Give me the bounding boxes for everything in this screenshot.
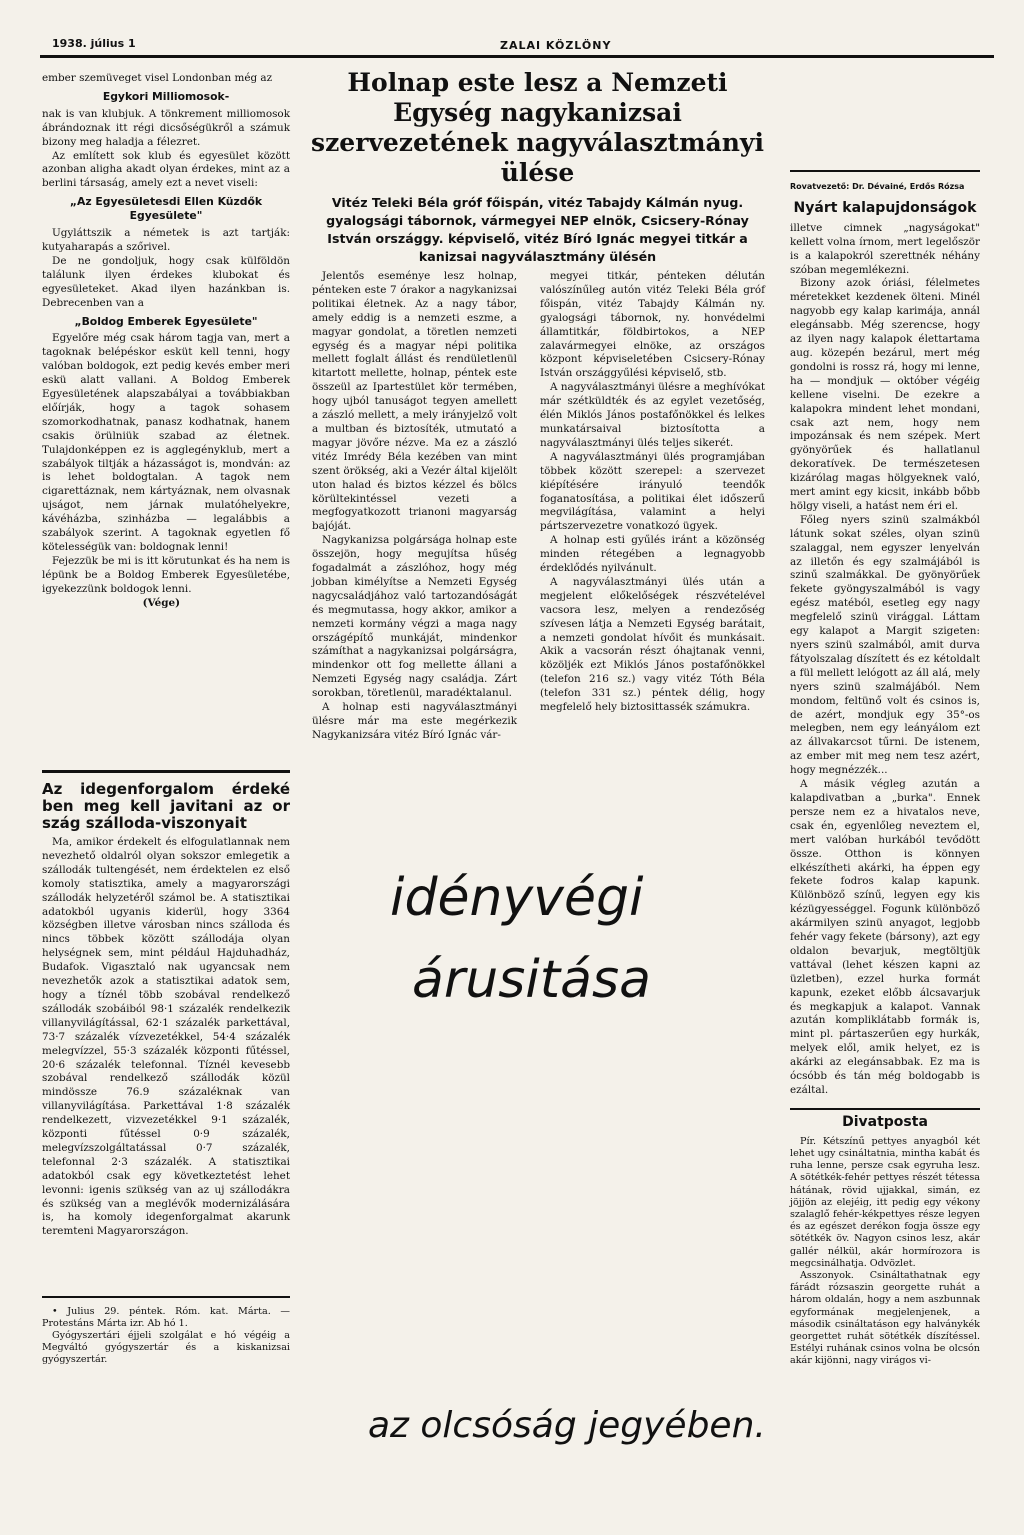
paragraph: A holnap esti nagyválasztmányi ülésre már ma este megérkezik Nagykanizsára vitéz Bíró Ignác vár- xyxy=(312,701,517,741)
ad-line-3: az olcsóság jegyében. xyxy=(368,1405,766,1446)
paragraph: A nagyválasztmányi ülés programjában többek között szerepel: a szervezet kiépítésére irányuló teendők foganatosítása, a politikai élet időszerű megvilágítása, valamint a helyi pártszervezetre vonatkozó ügyek. xyxy=(540,450,765,533)
divider xyxy=(42,770,290,773)
paragraph: Jelentős eseménye lesz holnap, pénteken este 7 órakor a nagykanizsai politikai életnek. Az a nagy tábor, amely eddig is a nemzeti eszme, a magyar gondolat, a töretlen nemzeti egység és a magyar népi politika mellett foglalt állást és rendületlenül kitartott mellette, holnap, péntek este összeül az Ipartestület kör termében, hogy ujból tanuságot tegyen amellett a zászló mellett, a mely irányjelző volt a multban és biztosíték, utmutató a magyar jövőre nézve. Ma ez a zászló vitéz Imrédy Béla kezében van mint szent örökség, aki a Vezér által kijelölt uton halad és biztos kézzel és bölcs körültekintéssel vezeti a megfogyatkozott trianoni magyarság bajóját. xyxy=(312,270,517,533)
paragraph: A nagyválasztmányi ülés után a megjelent előkelőségek részvételével vacsora lesz, melyen a rendezőség szívesen látja a Nemzeti Egység barátait, a nemzeti gondolat hívőit és munkásait. Akik a vacsorán részt óhajtanak venni, közöljék ezt Miklós János postafőnökkel (telefon 216 sz.) vagy vitéz Tóth Béla (telefon 331 sz.) péntek délig, hogy megfelelő hely biztosittassék számukra. xyxy=(540,575,765,714)
paragraph: A másik végleg azután a kalapdivatban a „burka". Ennek persze nem ez a hivatalos neve, csak én, egyenlőleg neveztem el, mert valóban hurkából tevődött össze. Otthon is könnyen elkészítheti akárki, ha éppen egy fekete fodros kalap kapunk. Különböző színű, legyen egy kis kézügyességgel. Fogunk különböző akármilyen szinü anyagot, legjobb fehér vagy fekete (bársony), azt egy oldalon bevarjuk, megtöltjük vattával (lehet készen kapni az üzletben), ezzel hurka formát kapunk, ezeket előbb álcsavarjuk és megkapjuk a kalapot. Vannak azután kompliklátabb formák is, mint pl. pártaszerűen egy hurkák, melyek elől, amik helyet, ez is akárki az elegánsabbak. Ez ma is ócsóbb és tán még boldogabb is ezáltal. xyxy=(790,778,980,1096)
paragraph: A nagyválasztmányi ülésre a meghívókat már szétküldték és az egylet vezetőség, élén Miklós János postafőnökkel és lelkes munkatársaival biztosította a nagyválasztmányi ülés teljes sikerét. xyxy=(540,381,765,449)
main-article-col-a xyxy=(312,270,517,741)
main-headline: Holnap este lesz a Nemzeti Egység nagykanizsai szervezetének nagyválasztmányi ülése xyxy=(311,68,764,187)
divider xyxy=(790,170,980,172)
page-header xyxy=(40,35,994,58)
paragraph: Az említett sok klub és egyesület között azonban aligha akadt olyan érdekes, mint az a berlini társaság, amely ezt a nevet viseli: xyxy=(42,149,290,190)
paragraph: A holnap esti gyűlés iránt a közönség minden rétegében a legnagyobb érdeklődés nyilvánult. xyxy=(540,534,765,575)
left-column xyxy=(42,72,290,1378)
article-body: Ma, amikor érdekelt és elfogulatlannak nem nevezhető oldalról olyan sokszor emlegetik a szállodák tultengését, nem érdektelen ez első komoly statisztika, amely a magyarországi szállodák helyzetéről számol be. A statisztikai adatokból ugyanis kiderül, hogy 3364 községben illetve városban nincs szálloda és nincs többek között szállodája olyan helységnek sem, mint például Hajduhadház, Budafok. Vigasztaló nak ugyancsak nem nevezhetők azok a statisztikai adatok sem, hogy a tíznél több szobával rendelkező szállodák szobáiból 98·1 százalék rendelkezik villanyvilágítással, 62·1 százalék parkettával, 73·7 százalék vízvezetékkel, 54·4 százalék melegvízzel, 55·3 százalék központi fűtéssel, 20·6 százalék telefonnal. Tíznél kevesebb szobával rendelkező szállodák közül mindössze 76.9 százaléknak van villanyvilágítása. Parkettával 1·8 százalék rendelkezett, vizvezetékkel 9·1 százalék, központi fűtéssel 0·9 százalék, melegvízszolgáltatással 0·7 százalék, telefonnal 2·3 százalék. A statisztikai adatokból csak egy következtetést lehet levonni: igenis szükség van az uj szállodákra és szükség van a meglévők modernizálására is, ha komoly idegenforgalmat akarunk teremteni Magyarországon. xyxy=(42,836,290,1238)
subheading: „Boldog Emberek Egyesülete" xyxy=(74,314,258,328)
paragraph: illetve cimnek „nagyságokat" kellett volna írnom, mert legelőször is a kalapokról szerettnék néhány szóban megemlékezni. xyxy=(790,221,980,276)
main-headline-block xyxy=(310,68,765,266)
paragraph: nak is van klubjuk. A tönkrement milliomosok ábrándoznak itt régi dicsőségükről a számuk bizony meg haladja a félezret. xyxy=(42,107,290,148)
paragraph: De ne gondoljuk, hogy csak külföldön találunk ilyen érdekes klubokat és egyesületeket. Akad ilyen hazánkban is. Debrecenben van a xyxy=(42,254,290,309)
signoff: (Vége) xyxy=(142,596,180,609)
sale-advertisement xyxy=(320,850,770,1500)
paragraph: Egyelőre még csak három tagja van, mert a tagoknak belépéskor esküt kell tenni, hogy valóban boldogok, ezt pedig kevés ember meri eskü alatt vallani. A Boldog Emberek Egyesületének alapszabályai a továbbiakban előírják, hogy a tagok sohasem szomorkodhatnak, panasz kodhatnak, hanem csakis örülniük szabad az életnek. Tulajdonképpen ez is agglegényklub, mert a szabályok tiltják a házasságot is, mondván: az is lehet boldogtalan. A tagok nem cigarettáznak, nem kártyáznak, nem olvasnak ujságot, nem járnak mulatóhelyekre, kávéházba, szinházba — legalábbis a szabályok szerint. A tagoknak egyetlen fő kötelességük van: boldognak lenni! xyxy=(42,332,290,553)
divatposta-section xyxy=(790,1108,980,1368)
paragraph: Főleg nyers szinü szalmákból látunk sokat széles, olyan szinü szalaggal, nem egyszer lenyelván az illetőn és egy szalmájából is szinű szalmákkal. De gyönyörűek fekete gyöngyszalmából is vagy egész matéból, esetleg egy nagy megfelelő szinü virággal. Láttam egy kalapot a Margit szigeten: nyers szinü szalmából, amit durva fátyolszalag díszített és ez kétoldalt a fül mellett lelógott az áll alá, mely nyers szinü szalmájából. Nem mondom, feltünő volt és csinos is, de azért, mondjuk egy 35°-os melegben, nem egy leányálom ezt az állvakarcsot tűrni. De istenem, az ember mit meg nem tesz azért, hogy megnézzék... xyxy=(790,513,980,777)
main-subheadline: Vitéz Teleki Béla gróf főispán, vitéz Tabajdy Kálmán nyug. gyalogsági tábornok, vármegyei NEP elnök, Csicsery-Rónay István országgy. képviselő, vitéz Bíró Ignác megyei titkár a kanizsai nagyválasztmány ülésén xyxy=(326,195,749,264)
subheading: „Az Egyesületesdi Ellen Küzdők Egyesülete" xyxy=(69,195,263,223)
right-column xyxy=(790,170,980,1500)
divatposta-title: Divatposta xyxy=(842,1113,928,1130)
paragraph: ember szemüveget visel Londonban még az xyxy=(42,72,273,84)
subheading: Egykori Milliomosok- xyxy=(102,89,230,103)
paragraph: megyei titkár, pénteken délután valószínűleg autón vitéz Teleki Béla gróf főispán, vitéz Tabajdy Kálmán ny. gyalogsági tábornok, ny. honvédelmi államtitkár, földbirtokos, a NEP zalavármegyei elnöke, az országos központ képviseletében Csicsery-Rónay István országgyűlési képviselő, stb. xyxy=(540,270,765,380)
daily-notes xyxy=(42,1296,290,1378)
column-editor: Rovatvezető: Dr. Dévainé, Erdős Rózsa xyxy=(790,182,965,191)
paragraph: Bizony azok óriási, félelmetes méretekket kezdenek ölteni. Minél nagyobb egy kalap karimája, annál elegánsabb. Még szerencse, hogy az ilyen nagy kalapok élettartama aug. közepén bezárul, mert még gondolni is rossz rá, hogy mi lenne, ha — mondjuk — október végéig kellene viselni. De ezekre a kalapokra mindent lehet mondani, csak azt nem, hogy nem impozánsak és nem szépek. Mert gyönyörűek és hallatlanul dekoratívek. De természetesen kizárólag magas hölgyeknek való, mert amint egy kicsit, inkább bőbb hölgy viseli, a hatást nem éri el. xyxy=(790,277,980,512)
paragraph: Fejezzük be mi is itt körutunkat és ha nem is lépünk be a Boldog Emberek Egyesületébe, igyekezzünk boldogok lenni. xyxy=(42,554,290,595)
ad-line-1: idényvégi xyxy=(390,868,644,928)
paragraph: Nagykanizsa polgársága holnap este összejön, hogy megujítsa hűség fogadalmát a zászlóhoz, hogy még jobban kimélyítse a Nemzeti Egység nagycsaládjához való tartozandóságát és megmutassa, hogy akkor, amikor a nemzeti kormány végzi a maga nagy országépítő munkáját, mindenkor számíthat a nagykanizsai polgárságra, mindenkor ott fog mellette állani a Nemzeti Egység nagy családja. Zárt sorokban, töretlenül, maradéktalanul. xyxy=(312,534,517,700)
pharmacy-note: Gyógyszertári éjjeli szolgálat e hó végéig a Megváltó gyógyszertár és a kiskanizsai gyógyszertár. xyxy=(42,1330,290,1365)
paragraph: Ugyláttszik a németek is azt tartják: kutyaharapás a szőrivel. xyxy=(42,227,290,253)
paper-name: ZALAI KÖZLÖNY xyxy=(500,39,612,52)
article-headline: Az idegenforgalom érdeké ben meg kell javitani az or szág szálloda-viszonyait xyxy=(42,780,290,832)
calendar-note: • Julius 29. péntek. Róm. kat. Márta. — Protestáns Márta izr. Ab hó 1. xyxy=(42,1306,290,1329)
fashion-headline: Nyárt kalapujdonságok xyxy=(793,199,977,216)
paragraph: Pír. Kétszínű pettyes anyagból két lehet ugy csináltatnia, mintha kabát és ruha lenne, persze csak egyruha lesz. A sötétkék-fehér pettyes részét tétessa hátának, rövid ujjakkal, simán, ez jöjjön az elejéig, itt pedig egy vékony szalaglő fehér-kékpettyes része legyen és az egészet derékon fogja össze egy sötétkék öv. Nagyon csinos lesz, akár gallér nélkül, akár hormírozora is megcsinálhatja. Odvözlet. xyxy=(790,1135,980,1269)
ad-line-2: árusitása xyxy=(412,950,651,1010)
clubs-article xyxy=(42,72,290,762)
main-article-col-b xyxy=(540,270,765,714)
paragraph: Asszonyok. Csináltathatnak egy fárádt rózsaszin georgette ruhát a három oldalán, hogy a nem aszbunnak egyformának megjelenjenek, a második csináltatáson egy halványkék georgettet ruhát sötétkék díszítéssel. Estélyi ruhának csinos volna be olcsón akár kijönni, nagy virágos vi- xyxy=(790,1270,980,1367)
tourism-article xyxy=(42,781,290,1296)
issue-date: 1938. július 1 xyxy=(52,37,136,50)
